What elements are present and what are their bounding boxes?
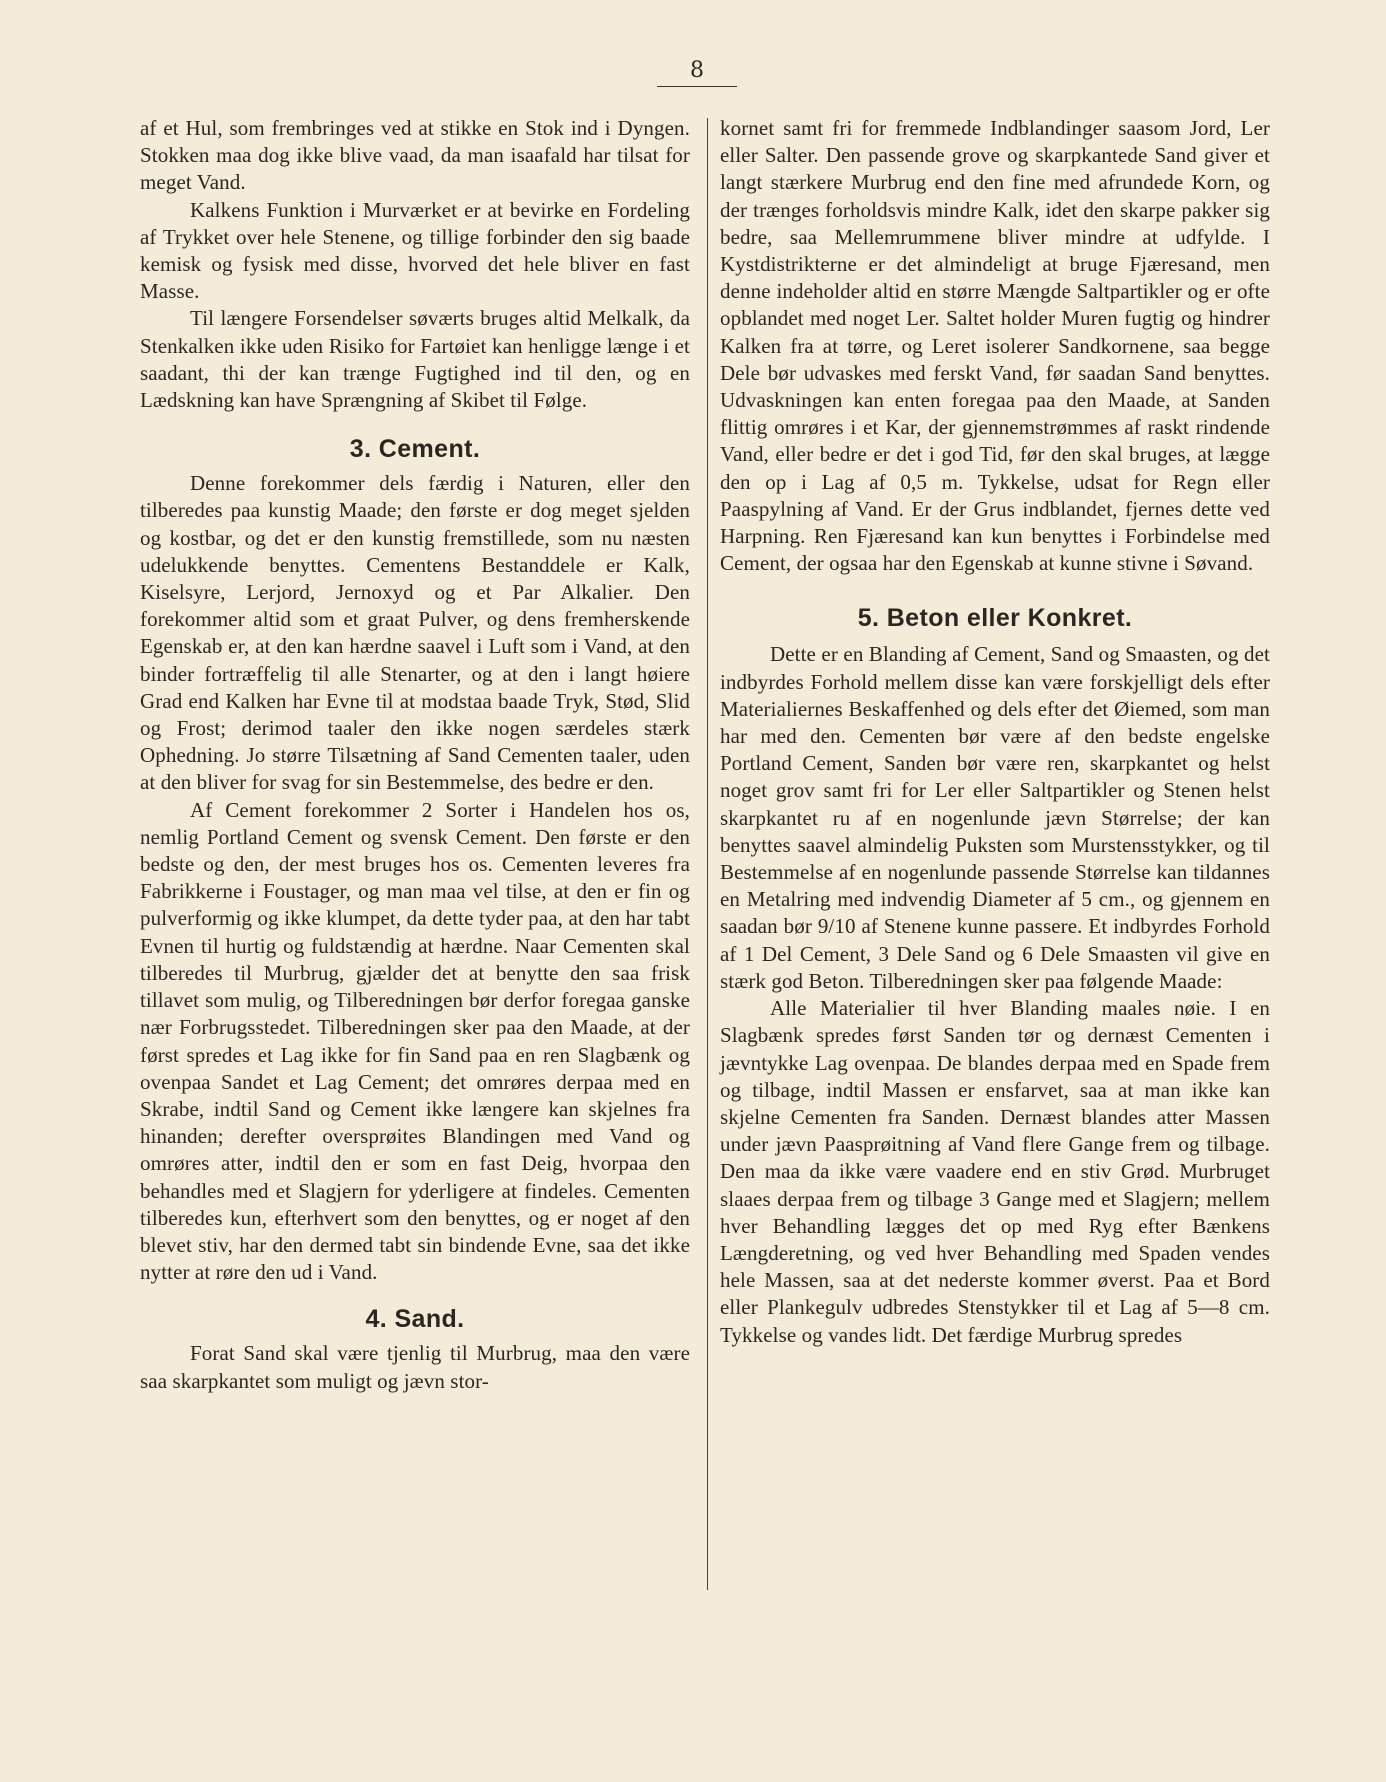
right-column (720, 115, 1270, 1349)
paragraph: af et Hul, som frembringes ved at stikke en Stok ind i Dyngen. Stokken maa dog ikke blive vaad, da man isaafald har tilsat for meget Vand. (140, 116, 690, 195)
paragraph: Kalkens Funktion i Murværket er at bevirke en Fordeling af Trykket over hele Stenene, og tillige forbinder den sig baade kemisk og fysisk med disse, hvorved det hele bliver en fast Masse. (140, 197, 690, 304)
paragraph: Til længere Forsendelser søværts bruges altid Melkalk, da Stenkalken ikke uden Risiko for Fartøiet kan henligge længe i et saadant, thi der kan trænge Fugtighed ind til den, og en Lædskning kan have Sprængning af Skibet til Følge. (140, 306, 690, 413)
left-column (140, 115, 690, 1395)
column-divider (707, 118, 708, 1590)
section-heading-cement: 3. Cement. (349, 435, 481, 464)
paragraph: Forat Sand skal være tjenlig til Murbrug, maa den være saa skarpkantet som muligt og jævn stor- (140, 1341, 690, 1393)
paragraph: Alle Materialier til hver Blanding maales nøie. I en Slagbænk spredes først Sanden tør og dernæst Cementen i jævntykke Lag ovenpaa. De blandes derpaa med en Spade frem og tilbage, indtil Massen er ensfarvet, saa at man ikke kan skjelne Cementen fra Sanden. Dernæst blandes atter Massen under jævn Paasprøitning af Vand flere Gange frem og tilbage. Den maa da ikke være vaadere end en stiv Grød. Murbruget slaaes derpaa frem og tilbage 3 Gange med et Slagjern; mellem hver Behandling lægges det op med Ryg efter Bænkens Længderetning, og ved hver Behandling med Spaden vendes hele Massen, saa at det nederste kommer øverst. Paa et Bord eller Plankegulv udbredes Stenstykker til et Lag af 5—8 cm. Tykkelse og vandes lidt. Det færdige Murbrug spredes (720, 996, 1270, 1347)
page-number: 8 (690, 58, 704, 83)
paragraph: Denne forekommer dels færdig i Naturen, eller den tilberedes paa kunstig Maade; den første er dog meget sjelden og kostbar, og det er den kunstig fremstillede, som nu næsten udelukkende benyttes. Cementens Bestanddele er Kalk, Kiselsyre, Lerjord, Jernoxyd og et Par Alkalier. Den forekommer altid som et graat Pulver, og dens fremherskende Egenskab er, at den kan hærdne saavel i Luft som i Vand, at den binder fortræffelig til alle Stenarter, og at den i langt høiere Grad end Kalken har Evne til at modstaa baade Tryk, Stød, Slid og Frost; derimod taaler den ikke nogen særdeles stærk Ophedning. Jo større Tilsætning af Sand Cementen taaler, uden at den bliver for svag for sin Bestemmelse, des bedre er den. (140, 471, 690, 795)
paragraph: Dette er en Blanding af Cement, Sand og Smaasten, og det indbyrdes Forhold mellem disse kan være forskjelligt dels efter Materialiernes Beskaffenhed og dels efter det Øiemed, som man har med den. Cementen bør være af den bedste engelske Portland Cement, Sanden bør være ren, skarpkantet og helst noget grov samt fri for Ler eller Saltpartikler og Stenen helst skarpkantet ru af en nogenlunde jævn Størrelse; der kan benyttes saavel almindelig Puksten som Murstensstykker, og til Bestemmelse af en nogenlunde passende Størrelse kan tildannes en Metalring med indvendig Diameter af 5 cm., og gjennem en saadan bør 9/10 af Stenene kunne passere. Et indbyrdes Forhold af 1 Del Cement, 3 Dele Sand og 6 Dele Smaasten vil give en stærk god Beton. Tilberedningen sker paa følgende Maade: (720, 642, 1270, 993)
section-heading-beton: 5. Beton eller Konkret. (857, 604, 1133, 633)
paragraph: Af Cement forekommer 2 Sorter i Handelen hos os, nemlig Portland Cement og svensk Cement. Den første er den bedste og den, der mest bruges hos os. Cementen leveres fra Fabrikkerne i Foustager, og man maa vel tilse, at den er fin og pulverformig og ikke klumpet, da dette tyder paa, at den har tabt Evnen til hurtig og fuldstændig at hærdne. Naar Cementen skal tilberedes til Murbrug, gjælder det at benytte den saa frisk tillavet som mulig, og Tilberedningen bør derfor foregaa ganske nær Forbrugsstedet. Tilberedningen sker paa den Maade, at der først spredes et Lag ikke for fin Sand paa en ren Slagbænk og ovenpaa Sandet et Lag Cement; det omrøres derpaa med en Skrabe, indtil Sand og Cement ikke længere kan skjelnes fra hinanden; derefter oversprøites Blandingen med Vand og omrøres atter, indtil den er som en fast Deig, hvorpaa den behandles med et Slagjern for yderligere at findeles. Cementen tilberedes kun, efterhvert som den benyttes, og er noget af den blevet stiv, har den dermed tabt sin bindende Evne, saa det ikke nytter at røre den ud i Vand. (140, 797, 690, 1285)
page-number-rule (657, 86, 737, 87)
section-heading-sand: 4. Sand. (365, 1305, 465, 1334)
paragraph: kornet samt fri for fremmede Indblandinger saasom Jord, Ler eller Salter. Den passende grove og skarpkantede Sand giver et langt stærkere Murbrug end den fine med afrundede Korn, og der trænges forholdsvis mindre Kalk, idet den skarpe pakker sig bedre, saa Mellemrummene bliver mindre at udfylde. I Kystdistrikterne er det almindeligt at bruge Fjæresand, men denne indeholder altid en større Mængde Saltpartikler og er ofte opblandet med noget Ler. Saltet holder Muren fugtig og hindrer Kalken fra at tørre, og Leret isolerer Sandkornene, saa begge Dele bør udvaskes med ferskt Vand, før saadan Sand benyttes. Udvaskningen kan enten foregaa paa den Maade, at Sanden flittig omrøres i et Kar, der gjennemstrømmes af raskt rindende Vand, eller bedre er det i god Tid, før den skal bruges, at lægge den op i Lag af 0,5 m. Tykkelse, udsat for Regn eller Paaspylning af Vand. Er der Grus indblandet, fjernes dette ved Harpning. Ren Fjæresand kan kun benyttes i Forbindelse med Cement, der ogsaa har den Egenskab at kunne stivne i Søvand. (720, 116, 1270, 576)
